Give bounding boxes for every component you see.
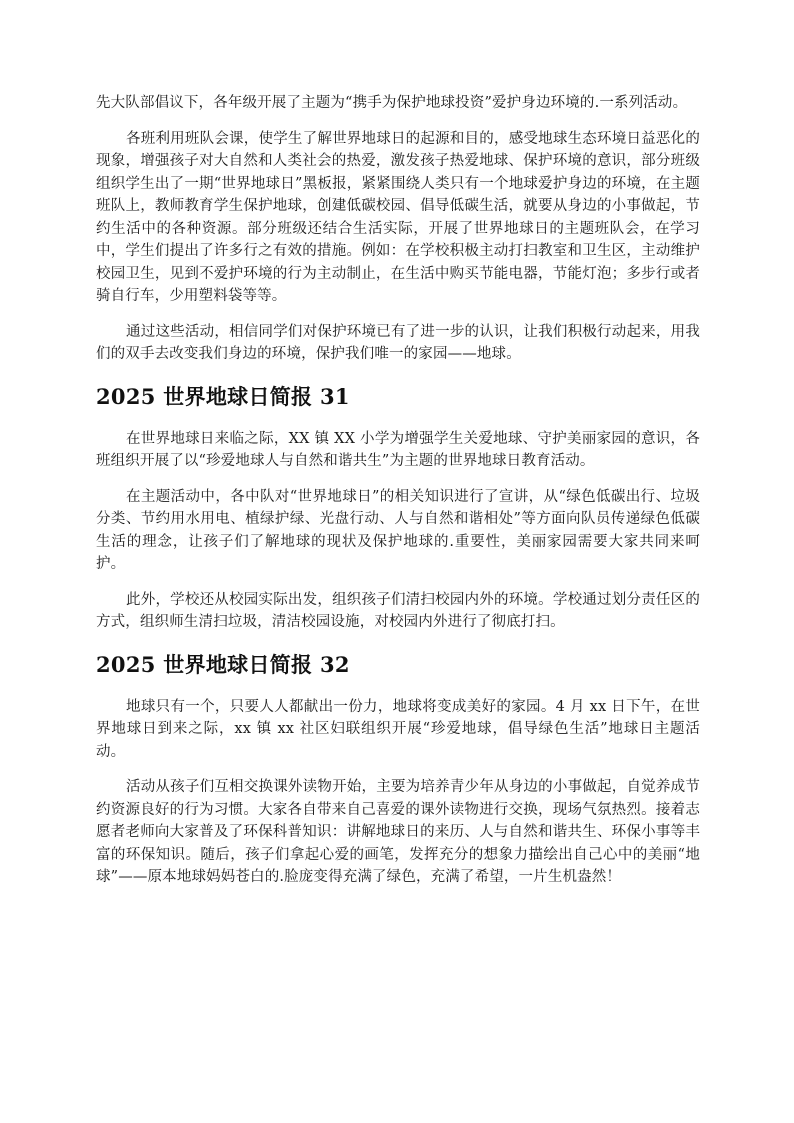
section-31-paragraph-2: 在主题活动中，各中队对“世界地球日”的相关知识进行了宣讲，从“绿色低碳出行、垃圾分类、节约用水用电、植绿护绿、光盘行动、人与自然和谐相处”等方面向队员传递绿色低碳生活的理念，让孩子们了解地球的现状及保护地球的.重要性，美丽家园需要大家共同来呵护。 [96,488,700,572]
section-32-heading: 2025 世界地球日简报 32 [96,651,350,677]
intro-paragraph-3: 通过这些活动，相信同学们对保护环境已有了进一步的认识，让我们积极行动起来，用我们的双手去改变我们身边的环境，保护我们唯一的家园——地球。 [96,323,700,362]
section-31-heading: 2025 世界地球日简报 31 [96,383,350,409]
section-31-paragraph-1: 在世界地球日来临之际，XX 镇 XX 小学为增强学生关爱地球、守护美丽家园的意识，各班组织开展了以“珍爱地球人与自然和谐共生”为主题的世界地球日教育活动。 [96,430,700,469]
section-32-paragraph-1: 地球只有一个，只要人人都献出一份力，地球将变成美好的家园。4 月 xx 日下午，在世界地球日到来之际，xx 镇 xx 社区妇联组织开展“珍爱地球，倡导绿色生活”地球日主题活动。 [96,698,700,760]
intro-paragraph-1: 先大队部倡议下，各年级开展了主题为“携手为保护地球投资”爱护身边环境的.一系列活动。 [96,95,688,111]
section-31-paragraph-3: 此外，学校还从校园实际出发，组织孩子们清扫校园内外的环境。学校通过划分责任区的方式，组织师生清扫垃圾，清洁校园设施，对校园内外进行了彻底打扫。 [96,591,700,630]
document-page [96,92,700,889]
intro-paragraph-2: 各班利用班队会课，使学生了解世界地球日的起源和目的，感受地球生态环境日益恶化的现象，增强孩子对大自然和人类社会的热爱，激发孩子热爱地球、保护环境的意识，部分班级组织学生出了一期“世界地球日”黑板报，紧紧围绕人类只有一个地球爱护身边的环境，在主题班队上，教师教育学生保护地球，创建低碳校园、倡导低碳生活，就要从身边的小事做起，节约生活中的各种资源。部分班级还结合生活实际，开展了世界地球日的主题班队会，在学习中，学生们提出了许多行之有效的措施。例如：在学校积极主动打扫教室和卫生区，主动维护校园卫生，见到不爱护环境的行为主动制止，在生活中购买节能电器，节能灯泡；多步行或者骑自行车，少用塑料袋等等。 [96,130,700,304]
section-32-paragraph-2: 活动从孩子们互相交换课外读物开始，主要为培养青少年从身边的小事做起，自觉养成节约资源良好的行为习惯。大家各自带来自己喜爱的课外读物进行交换，现场气氛热烈。接着志愿者老师向大家普及了环保科普知识：讲解地球日的来历、人与自然和谐共生、环保小事等丰富的环保知识。随后，孩子们拿起心爱的画笔，发挥充分的想象力描绘出自己心中的美丽“地球”——原本地球妈妈苍白的.脸庞变得充满了绿色，充满了希望，一片生机盎然！ [96,779,700,885]
